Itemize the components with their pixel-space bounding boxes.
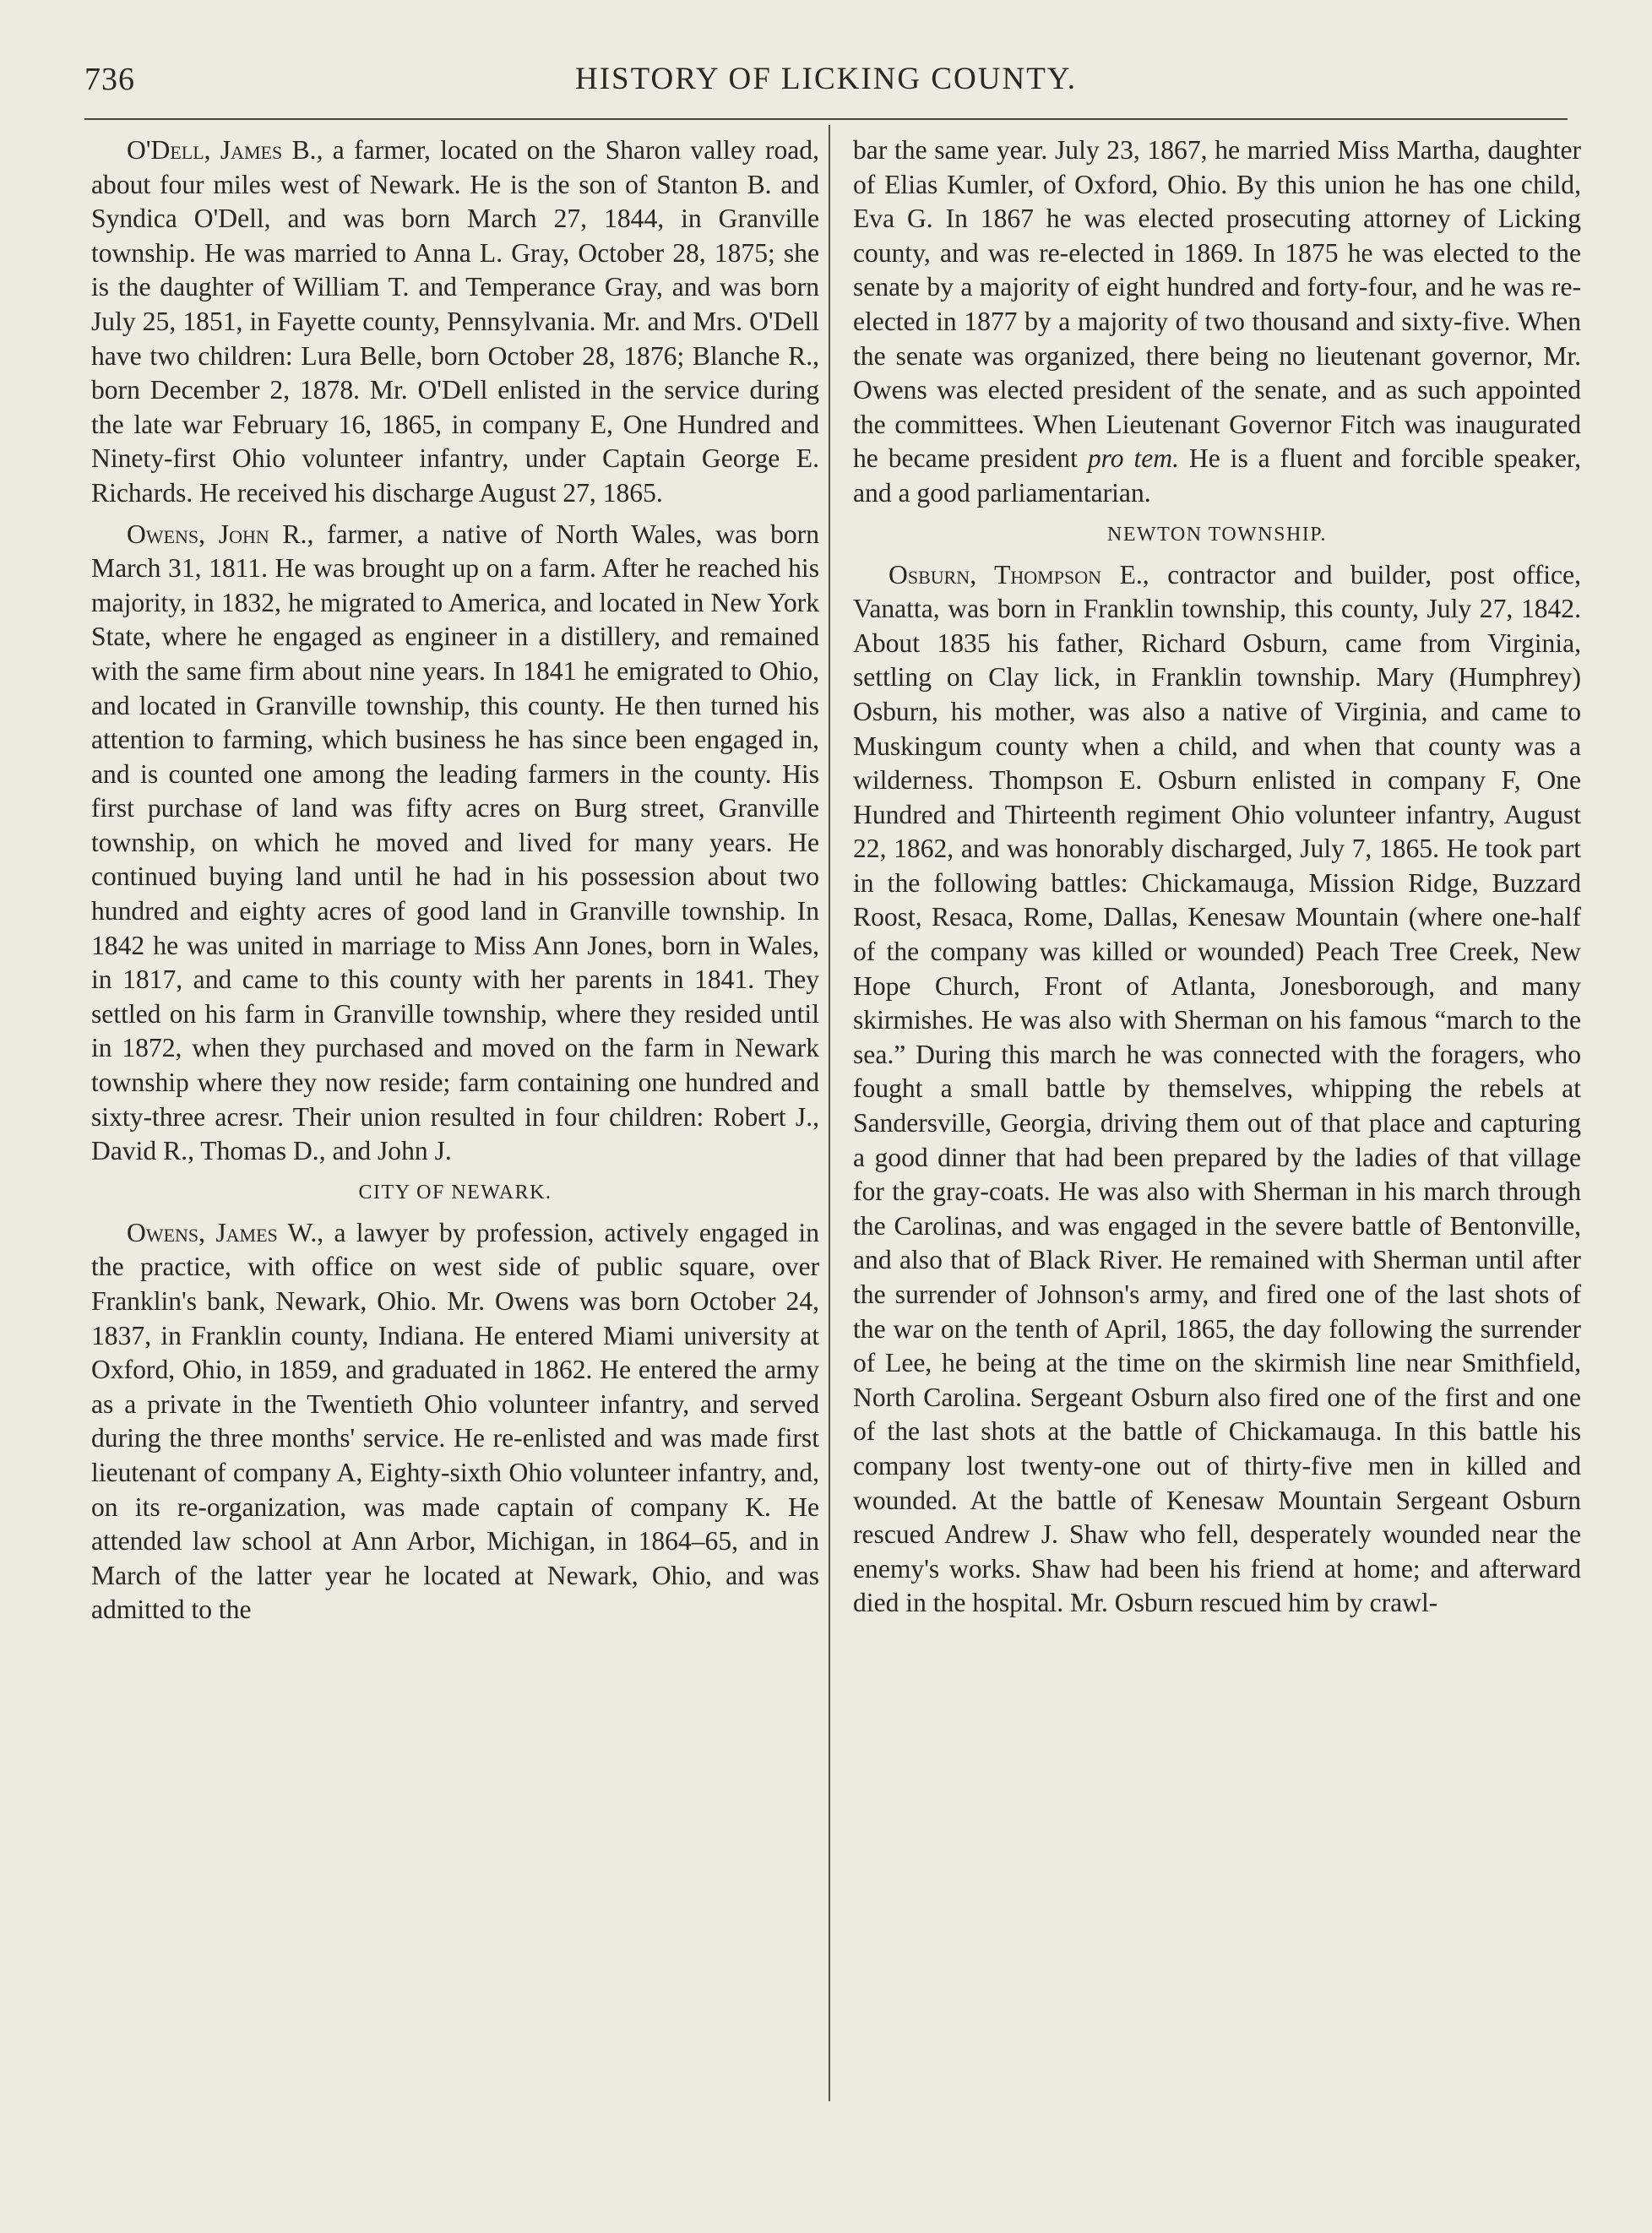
- entry-surname-rest: ell: [170, 135, 204, 165]
- running-head: HISTORY OF LICKING COUNTY.: [574, 62, 1078, 96]
- entry-surname-initial: O: [888, 559, 908, 589]
- entry-surname-rest: wens: [145, 519, 199, 549]
- entry-owens-james: Owens, James W., a lawyer by profession, actively engaged in the practice, with office on west side of public square, over Franklin's bank, Newark, Ohio. Mr. Owens was born October 24, 1837, in Franklin county, Indiana. He entered Miami university at Oxford, Ohio, in 1859, and graduated in 1862. He entered the army as a private in the Twentieth Ohio volunteer infantry, and served during the three months' service. He re-enlisted and was made first lieutenant of company A, Eighty-sixth Ohio volunteer infantry, and, on its re-organization, was made captain of company K. He attended law school at Ann Arbor, Michigan, in 1864–65, and in March of the latter year he located at Newark, Ohio, and was admitted to the: [91, 1217, 819, 1625]
- entry-given-initial: J: [218, 519, 230, 549]
- entry-given-rest: ames: [226, 1217, 278, 1247]
- page-number: 736: [84, 62, 135, 97]
- right-column: [853, 133, 1581, 1627]
- entry-body: E., contractor and builder, post office, Vanatta, was born in Franklin township, this county, July 27, 1842. About 1835 his father, Richard Osburn, came from Virginia, settling on Clay lick, in Franklin township. Mary (Humphrey) Osburn, his mother, was also a native of Virginia, and came to Muskingum county when a child, and when that county was a wilderness. Thompson E. Osburn enlisted in company F, One Hundred and Thirteenth regiment Ohio volunteer infantry, August 22, 1862, and was honorably discharged, July 7, 1865. He took part in the following battles: Chickamauga, Mission Ridge, Buzzard Roost, Resaca, Rome, Dallas, Kenesaw Mountain (where one-half of the company was killed or wounded) Peach Tree Creek, New Hope Church, Front of Atlanta, Jonesborough, and many skirmishes. He was also with Sherman on his famous “march to the sea.” During this march he was connected with the foragers, who fought a small battle by themselves, whipping the rebels at Sandersville, Georgia, driving them out of that place and capturing a good dinner that had been prepared by the ladies of that village for the gray-coats. He was also with Sherman in his march through the Carolinas, and was engaged in the severe battle of Bentonville, and also that of Black River. He remained with Sherman until after the surrender of Johnson's army, and fired one of the last shots of the war on the tenth of April, 1865, the day following the surrender of Lee, he being at the time on the skirmish line near Smithfield, North Carolina. Sergeant Osburn also fired one of the first and one of the last shots at the battle of Chickamauga. In this battle his company lost twenty-one out of thirty-five men in killed and wounded. At the battle of Kenesaw Mountain Sergeant Osburn rescued Andrew J. Shaw who fell, desperately wounded near the enemy's works. Shaw had been his friend at home; and afterward died in the hospital. Mr. Osburn rescued him by crawl-: [853, 559, 1581, 1618]
- column-divider: [829, 125, 830, 2101]
- entry-given-initial: J: [215, 1217, 226, 1247]
- left-column: [91, 133, 819, 1634]
- entry-owens-john: Owens, John R., farmer, a native of North Wales, was born March 31, 1811. He was brought up on a farm. After he reached his majority, in 1832, he migrated to America, and located in New York State, where he engaged as engineer in a distillery, and remained with the same firm about nine years. In 1841 he emigrated to Ohio, and located in Granville township, this county. He then turned his attention to farming, which business he has since been engaged in, and is counted one among the leading farmers in the county. His first purchase of land was fifty acres on Burg street, Granville township, on which he moved and lived for many years. He continued buying land until he had in his possession about two hundred and eighty acres of good land in Granville township. In 1842 he was united in marriage to Miss Ann Jones, born in Wales, in 1817, and came to this county with her parents in 1841. They settled on his farm in Granville township, where they resided until in 1872, when they purchased and moved on the farm in Newark township where they now reside; farm containing one hundred and sixty-three acresr. Their union resulted in four children: Robert J., David R., Thomas D., and John J.: [91, 519, 819, 1166]
- entry-body: B., a farmer, located on the Sharon valley road, about four miles west of Newark. He is the son of Stanton B. and Syndica O'Dell, and was born March 27, 1844, in Granville township. He was married to Anna L. Gray, October 28, 1875; she is the daughter of William T. and Temperance Gray, and was born July 25, 1851, in Fayette county, Pennsylvania. Mr. and Mrs. O'Dell have two children: Lura Belle, born October 28, 1876; Blanche R., born December 2, 1878. Mr. O'Dell enlisted in the service during the late war February 16, 1865, in company E, One Hundred and Ninety-first Ohio volunteer infantry, under Captain George E. Richards. He received his discharge August 27, 1865.: [91, 135, 819, 508]
- section-heading-newton-township: NEWTON TOWNSHIP.: [1106, 523, 1327, 546]
- entry-body: W., a lawyer by profession, actively engaged in the practice, with office on west side of public square, over Franklin's bank, Newark, Ohio. Mr. Owens was born October 24, 1837, in Franklin county, Indiana. He entered Miami university at Oxford, Ohio, in 1859, and graduated in 1862. He entered the army as a private in the Twentieth Ohio volunteer infantry, and served during the three months' service. He re-enlisted and was made first lieutenant of company A, Eighty-sixth Ohio volunteer infantry, and, on its re-organization, was made captain of company K. He attended law school at Ann Arbor, Michigan, in 1864–65, and in March of the latter year he located at Newark, Ohio, and was admitted to the: [91, 1217, 819, 1625]
- entry-given-initial: J: [220, 135, 231, 165]
- header-rule: [84, 118, 1568, 120]
- entry-odell: O'Dell, James B., a farmer, located on the Sharon valley road, about four miles west of Newark. He is the son of Stanton B. and Syndica O'Dell, and was born March 27, 1844, in Granville township. He was married to Anna L. Gray, October 28, 1875; she is the daughter of William T. and Temperance Gray, and was born July 25, 1851, in Fayette county, Pennsylvania. Mr. and Mrs. O'Dell have two children: Lura Belle, born October 28, 1876; Blanche R., born December 2, 1878. Mr. O'Dell enlisted in the service during the late war February 16, 1865, in company E, One Hundred and Ninety-first Ohio volunteer infantry, under Captain George E. Richards. He received his discharge August 27, 1865.: [91, 135, 819, 508]
- entry-surname-rest: wens: [145, 1217, 199, 1247]
- entry-surname-initial: O'D: [127, 135, 171, 165]
- section-heading-city-of-newark: CITY OF NEWARK.: [358, 1181, 552, 1203]
- entry-given-rest: ohn: [229, 519, 269, 549]
- entry-owens-james-continued: [853, 133, 1581, 511]
- entry-body-end: He is a fluent and forcible speaker, and a good parliamentarian.: [853, 443, 1581, 508]
- entry-body: R., farmer, a native of North Wales, was born March 31, 1811. He was brought up on a farm. After he reached his majority, in 1832, he migrated to America, and located in New York State, where he engaged as engineer in a distillery, and remained with the same firm about nine years. In 1841 he emigrated to Ohio, and located in Granville township, this county. He then turned his attention to farming, which business he has since been engaged in, and is counted one among the leading farmers in the county. His first purchase of land was fifty acres on Burg street, Granville township, on which he moved and lived for many years. He continued buying land until he had in his possession about two hundred and eighty acres of good land in Granville township. In 1842 he was united in marriage to Miss Ann Jones, born in Wales, in 1817, and came to this county with her parents in 1841. They settled on his farm in Granville township, where they resided until in 1872, when they purchased and moved on the farm in Newark township where they now reside; farm containing one hundred and sixty-three acresr. Their union resulted in four children: Robert J., David R., Thomas D., and John J.: [91, 519, 819, 1166]
- entry-given-rest: ames: [231, 135, 283, 165]
- entry-surname-initial: O: [127, 1217, 146, 1247]
- entry-surname-rest: sburn: [907, 559, 970, 589]
- entry-osburn: Osburn, Thompson E., contractor and builder, post office, Vanatta, was born in Franklin township, this county, July 27, 1842. About 1835 his father, Richard Osburn, came from Virginia, settling on Clay lick, in Franklin township. Mary (Humphrey) Osburn, his mother, was also a native of Virginia, and came to Muskingum county when a child, and when that county was a wilderness. Thompson E. Osburn enlisted in company F, One Hundred and Thirteenth regiment Ohio volunteer infantry, August 22, 1862, and was honorably discharged, July 7, 1865. He took part in the following battles: Chickamauga, Mission Ridge, Buzzard Roost, Resaca, Rome, Dallas, Kenesaw Mountain (where one-half of the company was killed or wounded) Peach Tree Creek, New Hope Church, Front of Atlanta, Jonesborough, and many skirmishes. He was also with Sherman on his famous “march to the sea.” During this march he was connected with the foragers, who fought a small battle by themselves, whipping the rebels at Sandersville, Georgia, driving them out of that place and capturing a good dinner that had been prepared by the ladies of that village for the gray-coats. He was also with Sherman in his march through the Carolinas, and was engaged in the severe battle of Bentonville, and also that of Black River. He remained with Sherman until after the surrender of Johnson's army, and fired one of the last shots of the war on the tenth of April, 1865, the day following the surrender of Lee, he being at the time on the skirmish line near Smithfield, North Carolina. Sergeant Osburn also fired one of the first and one of the last shots at the battle of Chickamauga. In this battle his company lost twenty-one out of thirty-five men in killed and wounded. At the battle of Kenesaw Mountain Sergeant Osburn rescued Andrew J. Shaw who fell, desperately wounded near the enemy's works. Shaw had been his friend at home; and afterward died in the hospital. Mr. Osburn rescued him by crawl-: [853, 559, 1581, 1618]
- entry-body: bar the same year. July 23, 1867, he married Miss Martha, daughter of Elias Kumler, of Oxford, Ohio. By this union he has one child, Eva G. In 1867 he was elected prosecuting attorney of Licking county, and was re-elected in 1869. In 1875 he was elected to the senate by a majority of eight hundred and forty-four, and he was re-elected in 1877 by a majority of two thousand and sixty-five. When the senate was organized, there being no lieutenant governor, Mr. Owens was elected president of the senate, and as such appointed the committees. When Lieutenant Governor Fitch was inaugurated he became president: [853, 135, 1581, 474]
- entry-given-rest: hompson: [1010, 559, 1101, 589]
- entry-surname-initial: O: [127, 519, 146, 549]
- entry-italic-phrase: pro tem.: [1087, 443, 1179, 474]
- entry-given-initial: T: [994, 559, 1011, 589]
